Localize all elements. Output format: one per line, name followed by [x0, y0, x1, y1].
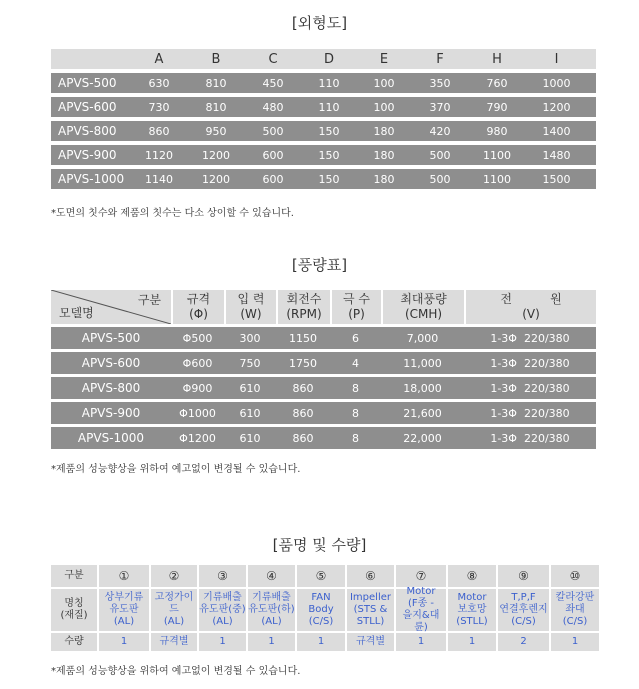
part-name-cell: 기류배출 유도판(중) (AL): [199, 589, 248, 631]
dimension-value-cell: 1100: [483, 148, 511, 162]
airflow-value-cell: 860: [292, 431, 314, 445]
airflow-header-row: [51, 290, 596, 324]
airflow-row: [51, 402, 596, 424]
airflow-note: *제품의 성능향상을 위하여 예고없이 변경될 수 있습니다.: [51, 464, 301, 475]
model-name-cell: APVS-900: [58, 148, 117, 162]
dimension-value-cell: 810: [205, 100, 227, 114]
airflow-value-cell: 1750: [289, 356, 317, 370]
part-number-cell: ⑤: [297, 565, 347, 587]
parts-header-label: 구분: [51, 565, 99, 587]
parts-name-row: [51, 586, 599, 633]
dimension-value-cell: 1200: [542, 100, 571, 114]
model-name-cell: APVS-500: [81, 331, 141, 345]
dimension-value-cell: 150: [318, 124, 340, 138]
dimensions-header-row: [51, 49, 596, 69]
dimension-value-cell: 790: [486, 100, 508, 114]
airflow-row: [51, 377, 596, 399]
dimension-value-cell: 760: [486, 76, 508, 90]
airflow-value-cell: 1-3Φ 220/380: [490, 356, 570, 370]
corner-category-label: 구분: [137, 293, 161, 307]
airflow-header-cell: 입 력 (W): [224, 290, 276, 324]
model-name-cell: APVS-1000: [58, 172, 125, 186]
dimension-value-cell: 100: [373, 100, 395, 114]
part-qty-cell: 1: [248, 633, 297, 651]
dimension-value-cell: 1500: [542, 172, 571, 186]
airflow-value-cell: 1-3Φ 220/380: [490, 406, 570, 420]
dimensions-header-cell: I: [554, 51, 559, 67]
airflow-value-cell: 7,000: [406, 331, 439, 345]
airflow-value-cell: Φ500: [182, 331, 213, 345]
part-name-cell: FAN Body (C/S): [297, 589, 347, 631]
airflow-header-cell: 전 원 (V): [464, 290, 596, 324]
model-name-cell: APVS-900: [81, 406, 141, 420]
dimension-value-cell: 1000: [542, 76, 571, 90]
parts-qty-row: [51, 633, 599, 651]
airflow-header-cell: 최대풍량 (CMH): [381, 290, 464, 324]
airflow-value-cell: 1-3Φ 220/380: [490, 431, 570, 445]
part-qty-cell: 1: [551, 633, 599, 651]
parts-name-label: 명칭 (재질): [51, 589, 99, 631]
dimension-value-cell: 480: [262, 100, 284, 114]
airflow-value-cell: Φ600: [182, 356, 213, 370]
part-number-cell: ⑨: [498, 565, 551, 587]
part-name-cell: T,P,F 연결후렌지 (C/S): [498, 589, 551, 631]
airflow-title: [풍량표]: [291, 256, 348, 274]
part-qty-cell: 1: [99, 633, 151, 651]
dimensions-header-cell: D: [323, 51, 334, 67]
dimension-value-cell: 810: [205, 76, 227, 90]
part-name-cell: Motor (F종 - 을지&대륜): [396, 589, 448, 631]
dimensions-row: [51, 145, 596, 165]
dimension-value-cell: 370: [429, 100, 451, 114]
part-number-cell: ①: [99, 565, 151, 587]
dimension-value-cell: 500: [429, 148, 451, 162]
dimension-value-cell: 1200: [202, 148, 230, 162]
airflow-value-cell: 4: [352, 356, 359, 370]
dimension-value-cell: 600: [262, 172, 284, 186]
airflow-value-cell: 1150: [289, 331, 317, 345]
model-name-cell: APVS-1000: [77, 431, 145, 445]
part-qty-cell: 규격별: [151, 633, 199, 651]
parts-title: [품명 및 수량]: [272, 536, 367, 554]
airflow-value-cell: 860: [292, 381, 314, 395]
airflow-table: [51, 290, 596, 449]
part-number-cell: ②: [151, 565, 199, 587]
model-name-cell: APVS-500: [58, 76, 117, 90]
dimension-value-cell: 100: [373, 76, 395, 90]
airflow-value-cell: 22,000: [403, 431, 442, 445]
airflow-header-cell: 규격 (Φ): [171, 290, 224, 324]
airflow-value-cell: 21,600: [403, 406, 442, 420]
dimension-value-cell: 1120: [145, 148, 173, 162]
dimensions-header-cell: B: [211, 51, 221, 67]
airflow-value-cell: 11,000: [403, 356, 442, 370]
dimension-value-cell: 450: [262, 76, 284, 90]
model-name-cell: APVS-600: [81, 356, 141, 370]
airflow-value-cell: 1-3Φ 220/380: [490, 331, 570, 345]
dimension-value-cell: 1400: [542, 124, 571, 138]
airflow-value-cell: 8: [352, 381, 359, 395]
dimension-value-cell: 730: [148, 100, 170, 114]
dimension-value-cell: 350: [429, 76, 451, 90]
airflow-value-cell: 860: [292, 406, 314, 420]
dimensions-header-cell: C: [268, 51, 278, 67]
dimensions-row: [51, 169, 596, 189]
dimension-value-cell: 600: [262, 148, 284, 162]
airflow-header-cell: 회전수 (RPM): [276, 290, 330, 324]
airflow-row: [51, 427, 596, 449]
dimensions-header-cell: E: [379, 51, 389, 67]
dimensions-row: [51, 73, 596, 93]
airflow-value-cell: 1-3Φ 220/380: [490, 381, 570, 395]
parts-note: *제품의 성능향상을 위하여 예고없이 변경될 수 있습니다.: [51, 666, 301, 677]
part-qty-cell: 1: [396, 633, 448, 651]
airflow-value-cell: Φ1200: [179, 431, 216, 445]
dimensions-table: [51, 49, 596, 189]
part-qty-cell: 1: [199, 633, 248, 651]
airflow-value-cell: 6: [352, 331, 359, 345]
part-name-cell: 기류배출 유도판(하) (AL): [248, 589, 297, 631]
part-name-cell: 고정가이드 (AL): [151, 589, 199, 631]
dimensions-title: [외형도]: [291, 14, 348, 32]
dimension-value-cell: 420: [429, 124, 451, 138]
part-number-cell: ③: [199, 565, 248, 587]
part-name-cell: 칼라강판 좌대 (C/S): [551, 589, 599, 631]
part-qty-cell: 1: [297, 633, 347, 651]
airflow-corner-cell: [51, 290, 171, 324]
part-number-cell: ④: [248, 565, 297, 587]
dimensions-row: [51, 121, 596, 141]
airflow-header-cell: 극 수 (P): [330, 290, 381, 324]
dimension-value-cell: 500: [262, 124, 284, 138]
airflow-value-cell: 610: [239, 381, 261, 395]
parts-table: [51, 565, 599, 651]
airflow-value-cell: 750: [239, 356, 261, 370]
dimension-value-cell: 500: [429, 172, 451, 186]
airflow-value-cell: Φ1000: [179, 406, 216, 420]
dimension-value-cell: 180: [373, 172, 395, 186]
dimensions-header-cell: A: [154, 51, 164, 67]
dimensions-header-cell: H: [492, 51, 502, 67]
dimension-value-cell: 1200: [202, 172, 230, 186]
model-name-cell: APVS-800: [81, 381, 141, 395]
dimension-value-cell: 150: [318, 172, 340, 186]
dimension-value-cell: 1480: [542, 148, 571, 162]
model-name-cell: APVS-600: [58, 100, 117, 114]
corner-model-label: 모델명: [59, 306, 94, 320]
model-name-cell: APVS-800: [58, 124, 117, 138]
airflow-value-cell: 300: [239, 331, 261, 345]
part-name-cell: Motor 보호망 (STLL): [448, 589, 498, 631]
dimension-value-cell: 180: [373, 148, 395, 162]
airflow-value-cell: 8: [352, 406, 359, 420]
part-number-cell: ⑩: [551, 565, 599, 587]
dimensions-row: [51, 97, 596, 117]
airflow-value-cell: 18,000: [403, 381, 442, 395]
dimension-value-cell: 150: [318, 148, 340, 162]
part-name-cell: Impeller (STS & STLL): [347, 589, 396, 631]
dimension-value-cell: 110: [318, 100, 340, 114]
airflow-value-cell: 8: [352, 431, 359, 445]
part-number-cell: ⑧: [448, 565, 498, 587]
part-qty-cell: 규격별: [347, 633, 396, 651]
dimension-value-cell: 1140: [145, 172, 173, 186]
dimension-value-cell: 980: [486, 124, 508, 138]
airflow-row: [51, 352, 596, 374]
part-number-cell: ⑥: [347, 565, 396, 587]
part-qty-cell: 2: [498, 633, 551, 651]
part-name-cell: 상부기류 유도판 (AL): [99, 589, 151, 631]
parts-qty-label: 수량: [51, 633, 99, 651]
parts-number-row: [51, 565, 599, 587]
airflow-row: [51, 327, 596, 349]
dimension-value-cell: 860: [148, 124, 170, 138]
dimension-value-cell: 1100: [483, 172, 511, 186]
part-number-cell: ⑦: [396, 565, 448, 587]
airflow-value-cell: 610: [239, 431, 261, 445]
airflow-value-cell: Φ900: [182, 381, 213, 395]
dimension-value-cell: 110: [318, 76, 340, 90]
dimension-value-cell: 180: [373, 124, 395, 138]
part-qty-cell: 1: [448, 633, 498, 651]
dimension-value-cell: 950: [205, 124, 227, 138]
dimensions-note: *도면의 칫수와 제품의 칫수는 다소 상이할 수 있습니다.: [51, 208, 294, 219]
airflow-value-cell: 610: [239, 406, 261, 420]
dimensions-header-cell: F: [436, 51, 444, 67]
dimension-value-cell: 630: [148, 76, 170, 90]
